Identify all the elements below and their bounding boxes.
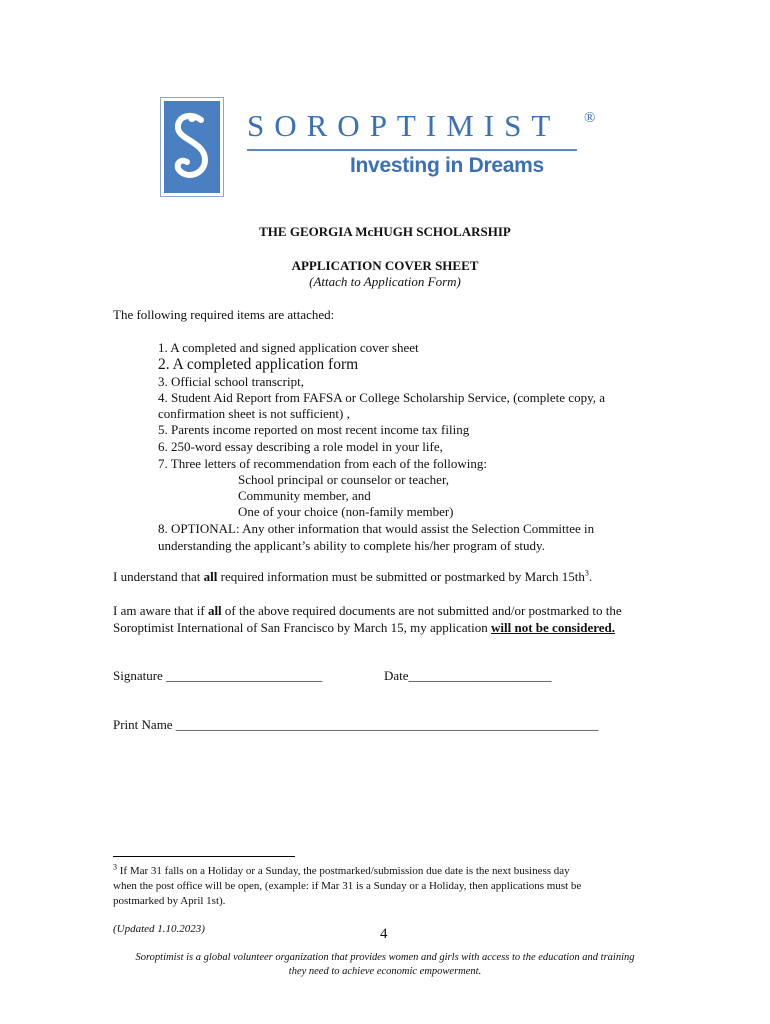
footnote-line3: postmarked by April 1st). xyxy=(113,895,226,907)
list-item: 6. 250-word essay describing a role model in your life, xyxy=(158,439,443,454)
aware-statement-line2: Soroptimist International of San Francisco by March 15, my application will not be considered. xyxy=(113,620,616,635)
list-item: 5. Parents income reported on most recent income tax filing xyxy=(158,422,470,437)
document-subtitle: APPLICATION COVER SHEET xyxy=(291,258,479,273)
brand-tagline: Investing in Dreams xyxy=(350,154,544,177)
subtitle-note: (Attach to Application Form) xyxy=(309,274,461,289)
list-item: 8. OPTIONAL: Any other information that would assist the Selection Committee in xyxy=(158,521,595,536)
signature-field[interactable]: Signature ________________________ xyxy=(113,668,323,683)
date-field[interactable]: Date______________________ xyxy=(384,668,552,683)
list-item: confirmation sheet is not sufficient) , xyxy=(158,406,350,421)
mission-line1: Soroptimist is a global volunteer organization that provides women and girls with access to the education and training xyxy=(135,952,635,963)
list-item: 1. A completed and signed application cover sheet xyxy=(158,340,419,355)
list-item: 7. Three letters of recommendation from each of the following: xyxy=(158,456,487,471)
brand-divider xyxy=(247,149,577,151)
understand-statement: I understand that all required information must be submitted or postmarked by March $15th^3$. xyxy=(113,568,593,584)
list-subitem: School principal or counselor or teacher, xyxy=(238,472,450,487)
updated-date: (Updated 1.10.2023) xyxy=(113,923,205,935)
list-subitem: One of your choice (non-family member) xyxy=(238,504,454,519)
list-item: understanding the applicant’s ability to complete his/her program of study. xyxy=(158,538,545,553)
registered-mark: ® xyxy=(584,110,596,126)
mission-line2: they need to achieve economic empowerment. xyxy=(288,966,482,977)
aware-statement-line1: I am aware that if all of the above required documents are not submitted and/or postmarked to the xyxy=(113,603,622,618)
page-number: 4 xyxy=(380,926,388,942)
soroptimist-s-icon xyxy=(161,98,223,196)
list-subitem: Community member, and xyxy=(238,488,371,503)
print-name-field[interactable]: Print Name _________________________________________________________________ xyxy=(113,717,599,732)
list-item: 3. Official school transcript, xyxy=(158,374,304,389)
logo-emblem xyxy=(160,97,224,197)
footnote-line1: $^3$ If Mar 31 falls on a Holiday or a Sunday, the postmarked/submission due date is the next business day xyxy=(113,862,570,877)
brand-name: SOROPTIMIST xyxy=(247,108,561,143)
document-title: THE GEORGIA McHUGH SCHOLARSHIP xyxy=(259,224,511,239)
intro-text: The following required items are attached: xyxy=(113,307,335,322)
footnote-line2: when the post office will be open, (example: if Mar 31 is a Sunday or a Holiday, then applications must be xyxy=(113,880,582,892)
list-item: 2. A completed application form xyxy=(158,356,359,373)
list-item: 4. Student Aid Report from FAFSA or College Scholarship Service, (complete copy, a xyxy=(158,390,605,405)
footnote-divider xyxy=(113,856,295,857)
